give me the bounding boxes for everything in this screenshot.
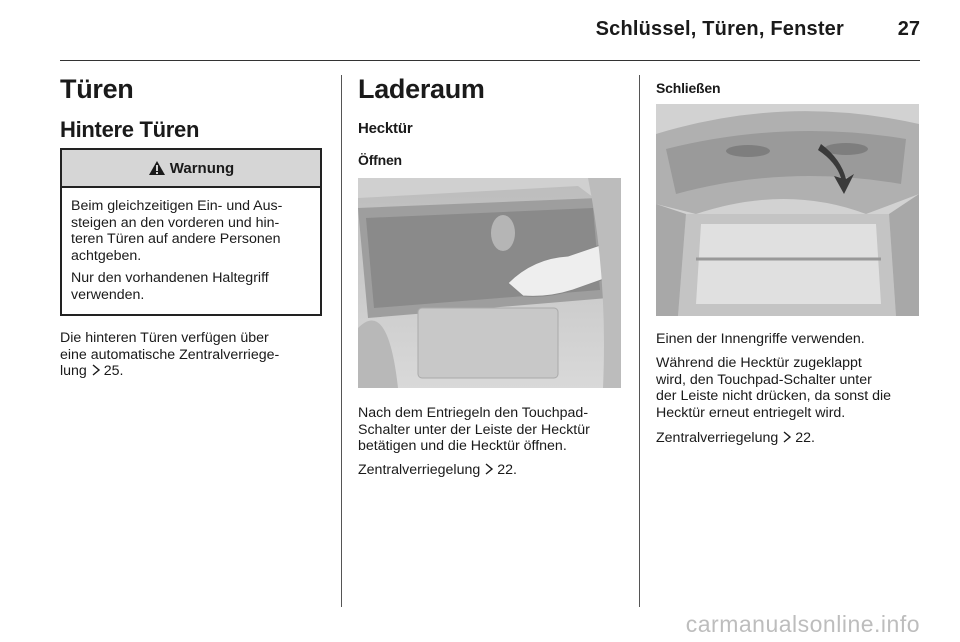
watermark: carmanualsonline.info xyxy=(685,611,920,637)
reference-arrow-icon[interactable] xyxy=(484,463,494,475)
subheading-hecktuer: Hecktür xyxy=(358,120,413,137)
section-heading-tueren: Türen xyxy=(60,74,134,104)
text-fragment: lung xyxy=(60,363,87,379)
warning-box xyxy=(60,148,322,316)
subheading-oeffnen: Öffnen xyxy=(358,152,402,168)
text-fragment: Zentralverriegelung xyxy=(358,462,481,478)
closing-paragraph-1: Einen der Innengriffe verwenden. xyxy=(656,331,865,347)
column-divider-1 xyxy=(341,75,342,607)
text-line: Die hinteren Türen verfügen über xyxy=(60,330,269,346)
closing-paragraph-2 xyxy=(656,355,931,421)
text-line: Nach dem Entriegeln den Touchpad- xyxy=(358,405,589,421)
column-divider-2 xyxy=(639,75,640,607)
section-heading-laderaum: Laderaum xyxy=(358,74,485,104)
warning-line: teren Türen auf andere Personen xyxy=(71,231,281,247)
page-number: 27 xyxy=(897,18,920,40)
text-fragment: Zentralverriegelung xyxy=(656,430,779,446)
text-line: betätigen und die Hecktür öffnen. xyxy=(358,438,567,454)
text-line: wird, den Touchpad-Schalter unter xyxy=(656,371,872,388)
opening-caption xyxy=(358,405,628,455)
text-line xyxy=(60,363,330,380)
text-line: Während die Hecktür zugeklappt xyxy=(656,355,862,371)
header-rule xyxy=(60,60,920,61)
text-line: eine automatische Zentralverriege- xyxy=(60,346,280,363)
page-reference[interactable]: 22. xyxy=(497,462,517,478)
central-locking-reference xyxy=(358,462,628,479)
reference-arrow-icon[interactable] xyxy=(91,364,101,376)
warning-triangle-icon xyxy=(148,160,166,176)
subheading-schliessen: Schließen xyxy=(656,80,721,96)
rear-doors-paragraph xyxy=(60,330,330,380)
warning-line: Beim gleichzeitigen Ein- und Aus- xyxy=(71,198,283,214)
warning-line: achtgeben. xyxy=(71,247,142,264)
warning-line: steigen an den vorderen und hin- xyxy=(71,214,280,231)
warning-body xyxy=(71,198,317,303)
tailgate-opening-illustration xyxy=(358,178,621,388)
reference-arrow-icon[interactable] xyxy=(782,431,792,443)
warning-header xyxy=(62,150,320,188)
text-line: Schalter unter der Leiste der Hecktür xyxy=(358,421,590,438)
page-reference[interactable]: 22. xyxy=(795,430,815,446)
tailgate-closing-illustration xyxy=(656,104,919,316)
subheading-hintere-tueren: Hintere Türen xyxy=(60,117,200,142)
text-line: Hecktür erneut entriegelt wird. xyxy=(656,404,846,421)
warning-title: Warnung xyxy=(169,159,235,177)
warning-line: verwenden. xyxy=(71,286,145,303)
running-header-title: Schlüssel, Türen, Fenster xyxy=(595,18,844,40)
text-line: der Leiste nicht drücken, da sonst die xyxy=(656,388,892,404)
warning-line: Nur den vorhandenen Haltegriff xyxy=(71,270,269,286)
central-locking-reference xyxy=(656,430,926,447)
page-reference[interactable]: 25. xyxy=(103,363,124,379)
